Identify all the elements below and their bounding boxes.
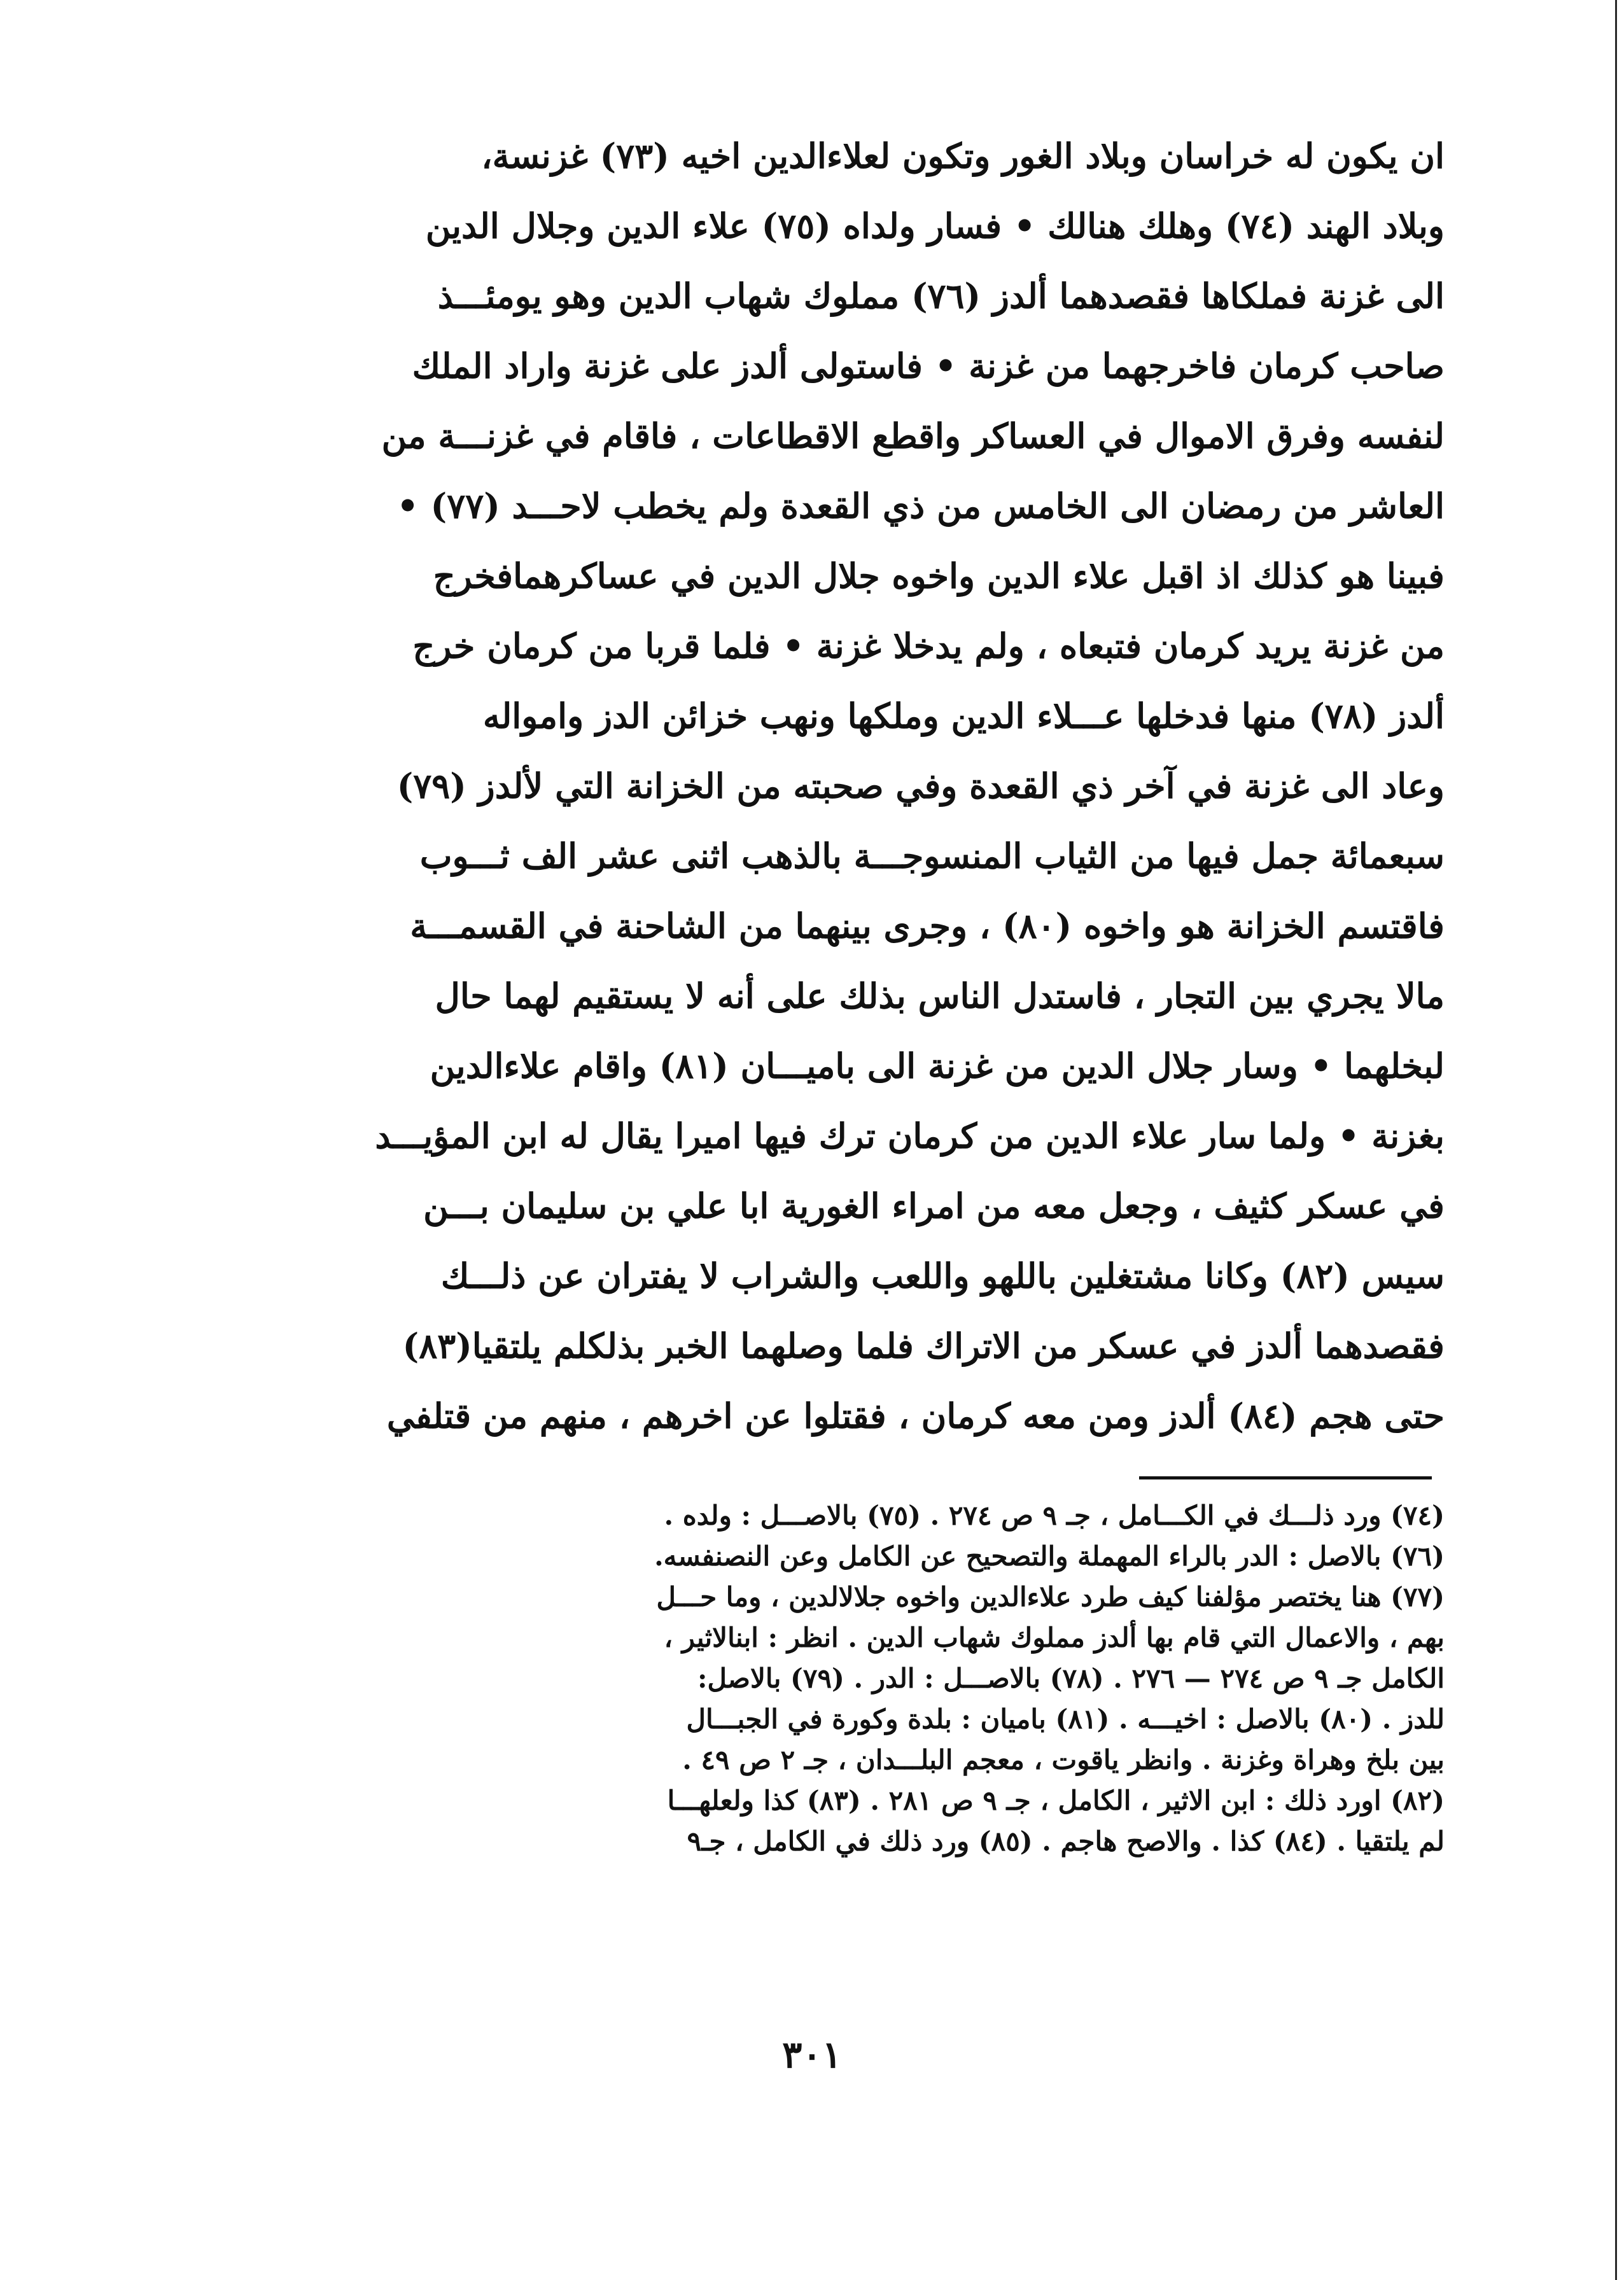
footnote-separator: [1139, 1476, 1432, 1479]
footnote-line: (٧٦) بالاصل : الدر بالراء المهملة والتصحيح عن الكامل وعن النصنفسه.: [654, 1541, 1445, 1572]
body-line: العاشر من رمضان الى الخامس من ذي القعدة ولم يخطب لاحـــد (٧٧) •: [396, 486, 1445, 526]
body-line: فاقتسم الخزانة هو واخوه (٨٠) ، وجرى بينهما من الشاحنة في القسمـــة: [410, 906, 1445, 946]
page-edge-line: [1615, 0, 1617, 2280]
body-line: من غزنة يريد كرمان فتبعاه ، ولم يدخلا غزنة • فلما قربا من كرمان خرج: [412, 626, 1445, 666]
body-line: سبعمائة جمل فيها من الثياب المنسوجـــة بالذهب اثنى عشر الف ثـــوب: [419, 836, 1445, 876]
body-line: ان يكون له خراسان وبلاد الغور وتكون لعلاءالدين اخيه (٧٣) غزنسة،: [481, 136, 1445, 176]
body-line: وبلاد الهند (٧٤) وهلك هنالك • فسار ولداه (٧٥) علاء الدين وجلال الدين: [425, 206, 1445, 246]
footnote-line: بين بلخ وهراة وغزنة . وانظر ياقوت ، معجم البلـــدان ، جـ ٢ ص ٤٩ .: [682, 1744, 1445, 1775]
body-line: لنفسه وفرق الاموال في العساكر واقطع الاقطاعات ، فاقام في غزنـــة من: [381, 416, 1445, 456]
footnote-line: لم يلتقيا . (٨٤) كذا . والاصح هاجم . (٨٥) ورد ذلك في الكامل ، جـ٩: [687, 1826, 1445, 1857]
body-line: سيس (٨٢) وكانا مشتغلين باللهو واللعب والشراب لا يفتران عن ذلـــك: [440, 1255, 1445, 1296]
body-line: فقصدهما ألدز في عسكر من الاتراك فلما وصلهما الخبر بذلكلم يلتقيا(٨٣): [402, 1325, 1445, 1366]
body-line: فبينا هو كذلك اذ اقبل علاء الدين واخوه جلال الدين في عساكرهمافخرج: [433, 556, 1445, 596]
body-line: بغزنة • ولما سار علاء الدين من كرمان ترك فيها اميرا يقال له ابن المؤيـــد: [375, 1116, 1445, 1156]
footnotes: [280, 1495, 1445, 1862]
body-line: في عسكر كثيف ، وجعل معه من امراء الغورية ابا علي بن سليمان بـــن: [423, 1185, 1445, 1226]
body-line: لبخلهما • وسار جلال الدين من غزنة الى باميـــان (٨١) واقام علاءالدين: [430, 1046, 1445, 1086]
body-line: صاحب كرمان فاخرجهما من غزنة • فاستولى ألدز على غزنة واراد الملك: [412, 346, 1445, 386]
body-line: وعاد الى غزنة في آخر ذي القعدة وفي صحبته من الخزانة التي لألدز (٧٩): [396, 766, 1445, 806]
body-text: [280, 121, 1445, 1451]
body-line: مالا يجري بين التجار ، فاستدل الناس بذلك على أنه لا يستقيم لهما حال: [435, 976, 1445, 1016]
page-number: ٣٠١: [782, 2033, 842, 2076]
footnote-line: الكامل جـ ٩ ص ٢٧٤ — ٢٧٦ . (٧٨) بالاصـــل : الدر . (٧٩) بالاصل:: [697, 1663, 1445, 1694]
footnote-line: بهم ، والاعمال التي قام بها ألدز مملوك شهاب الدين . انظر : ابنالاثير ،: [664, 1622, 1445, 1653]
footnote-line: (٧٧) هنا يختصر مؤلفنا كيف طرد علاءالدين واخوه جلالالدين ، وما حـــل: [656, 1581, 1445, 1612]
body-line: حتى هجم (٨٤) ألدز ومن معه كرمان ، فقتلوا عن اخرهم ، منهم من قتلفي: [386, 1395, 1445, 1436]
body-line: الى غزنة فملكاها فقصدهما ألدز (٧٦) مملوك شهاب الدين وهو يومئـــذ: [437, 276, 1445, 316]
footnote-line: (٨٢) اورد ذلك : ابن الاثير ، الكامل ، جـ ٩ ص ٢٨١ . (٨٣) كذا ولعلهـــا: [667, 1785, 1445, 1816]
footnote-line: (٧٤) ورد ذلـــك في الكـــامل ، جـ ٩ ص ٢٧٤ . (٧٥) بالاصـــل : ولده .: [664, 1500, 1445, 1531]
footnote-line: للدز . (٨٠) بالاصل : اخيـــه . (٨١) باميان : بلدة وكورة في الجبـــال: [686, 1703, 1445, 1735]
body-line: ألدز (٧٨) منها فدخلها عـــلاء الدين وملكها ونهب خزائن الدز وامواله: [482, 696, 1445, 736]
